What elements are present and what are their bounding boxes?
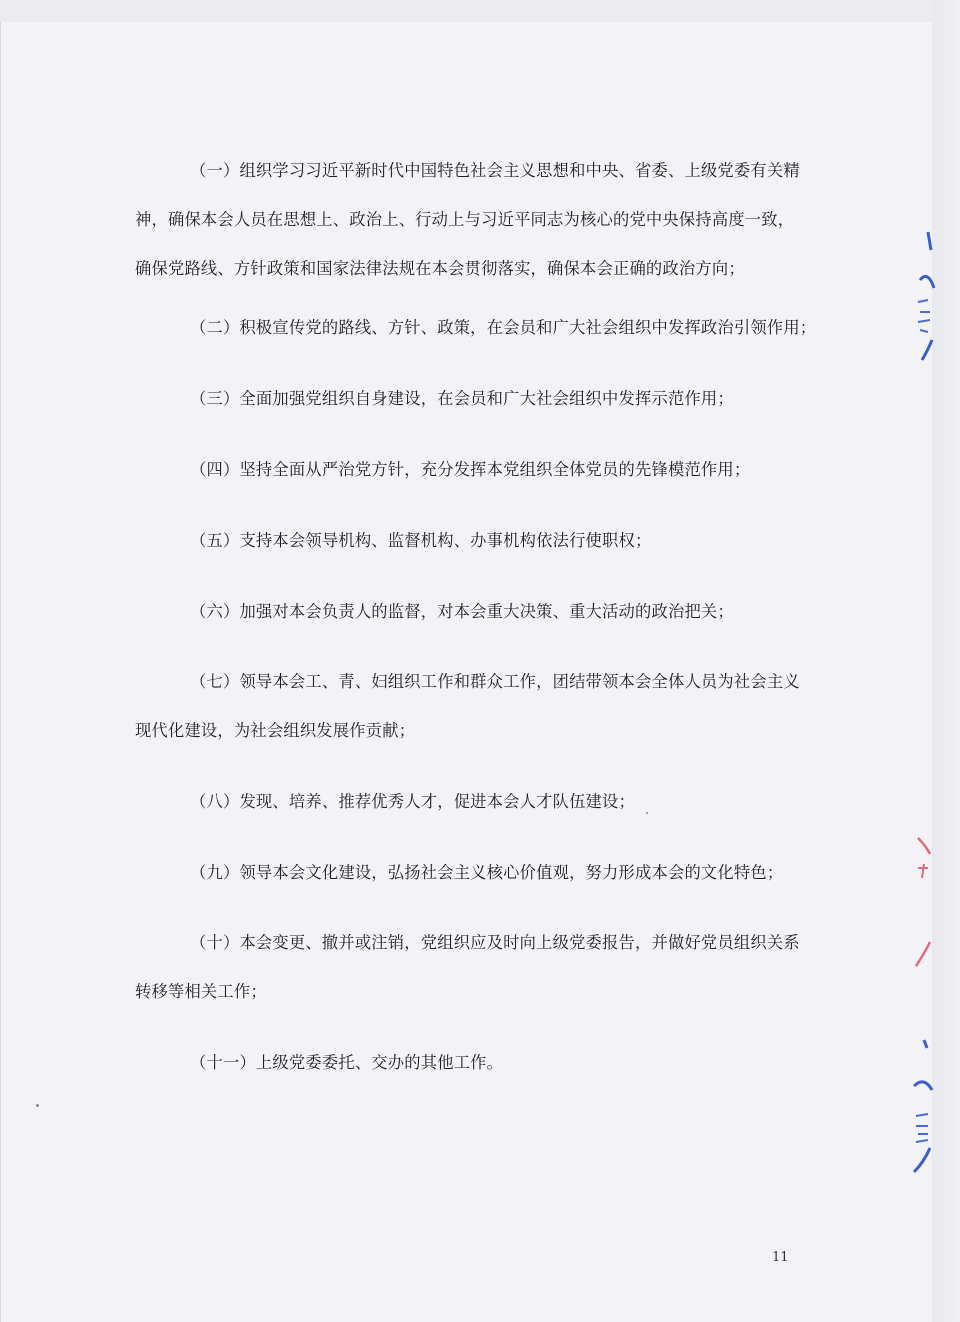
paragraph-1 xyxy=(135,158,800,305)
text-line: （六）加强对本会负责人的监督，对本会重大决策、重大活动的政治把关； xyxy=(190,602,734,621)
text-line: 转移等相关工作； xyxy=(135,982,267,1001)
text-line: （九）领导本会文化建设，弘扬社会主义核心价值观，努力形成本会的文化特色； xyxy=(190,863,784,882)
text-line: （二）积极宣传党的路线、方针、政策，在会员和广大社会组织中发挥政治引领作用； xyxy=(190,318,817,337)
text-line: （一）组织学习习近平新时代中国特色社会主义思想和中央、省委、上级党委有关精 xyxy=(190,161,800,180)
paragraph-11 xyxy=(135,1050,795,1099)
text-line: （十一）上级党委委托、交办的其他工作。 xyxy=(190,1053,504,1072)
document-page xyxy=(0,22,932,1322)
blue-seal-fragment-upper xyxy=(898,220,938,370)
text-line: （三）全面加强党组织自身建设，在会员和广大社会组织中发挥示范作用； xyxy=(190,389,734,408)
scan-top-margin xyxy=(0,0,960,22)
blue-seal-fragment-lower xyxy=(900,1030,938,1180)
paragraph-5 xyxy=(135,528,795,577)
red-seal-fragment xyxy=(904,830,938,980)
text-line: 现代化建设，为社会组织发展作贡献； xyxy=(135,721,416,740)
text-line: （八）发现、培养、推荐优秀人才，促进本会人才队伍建设； xyxy=(190,792,635,811)
text-line: （五）支持本会领导机构、监督机构、办事机构依法行使职权； xyxy=(190,531,652,550)
paragraph-2 xyxy=(135,315,817,364)
paragraph-7 xyxy=(135,669,800,767)
page-number: 11 xyxy=(772,1250,789,1265)
paragraph-6 xyxy=(135,599,795,648)
scan-speck xyxy=(36,1104,39,1107)
paragraph-8 xyxy=(135,789,795,838)
text-line: 神，确保本会人员在思想上、政治上、行动上与习近平同志为核心的党中央保持高度一致， xyxy=(135,210,795,229)
paragraph-10 xyxy=(135,930,800,1028)
paragraph-4 xyxy=(135,457,795,506)
scan-speck xyxy=(646,812,648,814)
text-line: （七）领导本会工、青、妇组织工作和群众工作，团结带领本会全体人员为社会主义 xyxy=(190,672,800,691)
text-line: 确保党路线、方针政策和国家法律法规在本会贯彻落实，确保本会正确的政治方向； xyxy=(135,259,745,278)
paragraph-3 xyxy=(135,386,795,435)
text-line: （四）坚持全面从严治党方针，充分发挥本党组织全体党员的先锋模范作用； xyxy=(190,460,751,479)
paragraph-9 xyxy=(135,860,795,909)
text-line: （十）本会变更、撤并或注销，党组织应及时向上级党委报告，并做好党员组织关系 xyxy=(190,933,800,952)
